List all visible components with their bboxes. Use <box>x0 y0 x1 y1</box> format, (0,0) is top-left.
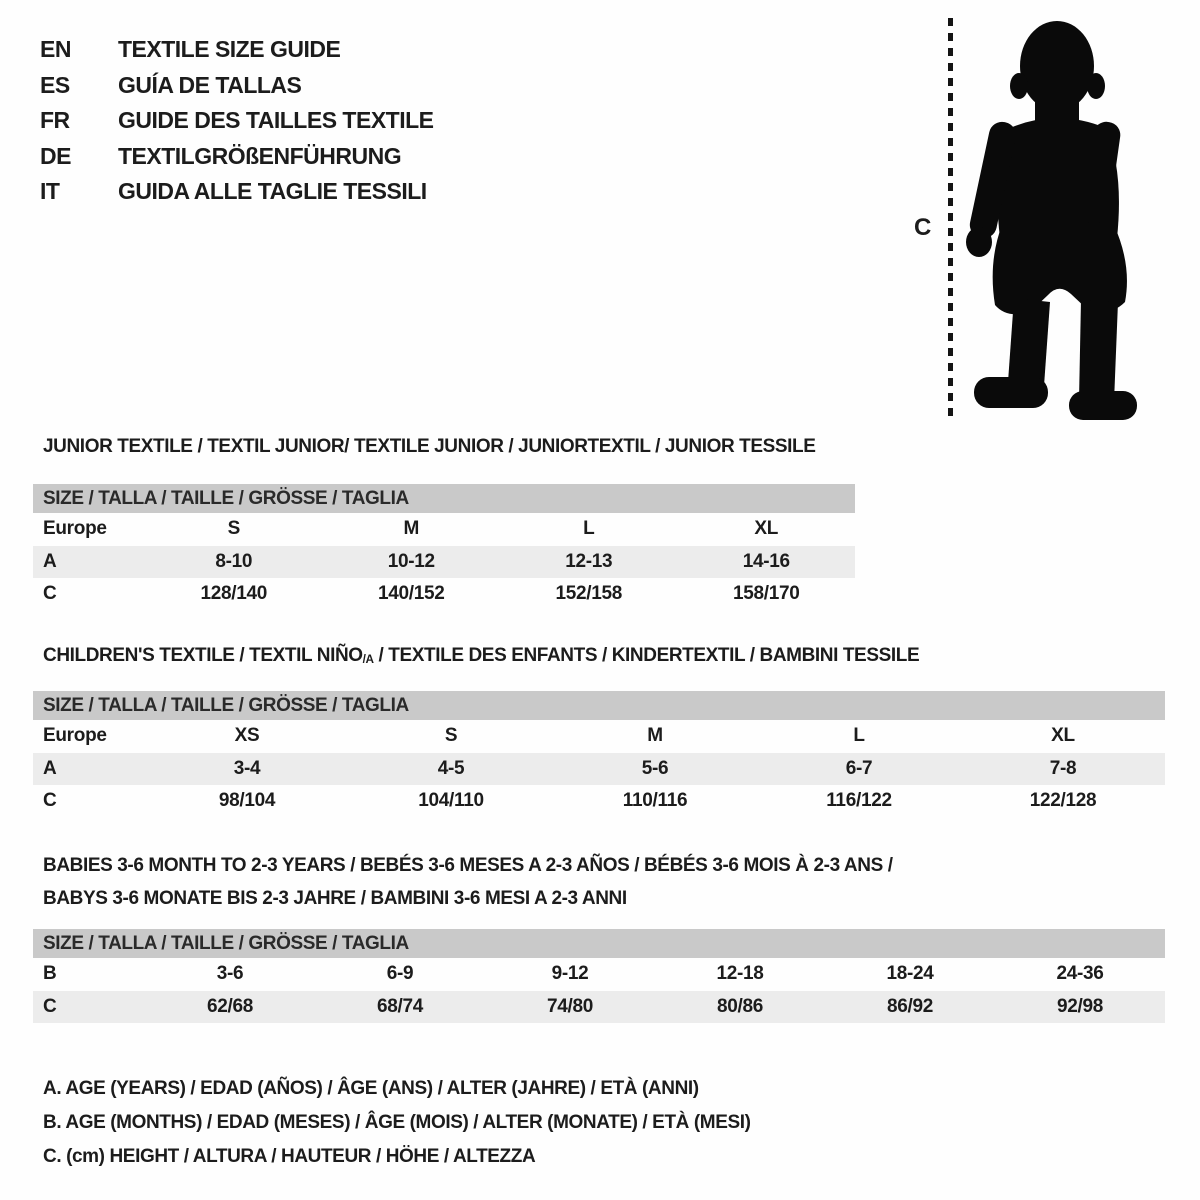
height-value: 140/152 <box>377 583 445 605</box>
table-row-age <box>33 546 855 579</box>
height-value: 116/122 <box>826 790 892 812</box>
height-value: 104/110 <box>418 790 484 812</box>
height-measure-figure <box>900 0 1200 430</box>
size-value: S <box>444 725 458 747</box>
children-title-text: CHILDREN'S TEXTILE / TEXTIL NIÑO <box>43 645 363 666</box>
table-row-height <box>33 578 855 611</box>
height-value: 110/116 <box>622 790 688 812</box>
junior-size-table <box>33 484 855 611</box>
height-value: 128/140 <box>200 583 268 605</box>
size-value: XS <box>234 725 260 747</box>
size-value: XL <box>1051 725 1075 747</box>
language-code: ES <box>40 71 70 98</box>
age-value: 3-4 <box>233 757 261 779</box>
age-value: 7-8 <box>1049 757 1077 779</box>
children-title-text: / TEXTILE DES ENFANTS / KINDERTEXTIL / BAMBINI TESSILE <box>373 645 920 666</box>
language-row-fr <box>40 103 434 139</box>
children-section-title <box>43 645 919 667</box>
months-value: 24-36 <box>1056 963 1104 985</box>
age-value: 6-7 <box>845 757 873 779</box>
language-label: GUIDE DES TAILLES TEXTILE <box>118 107 434 134</box>
measurement-legend <box>43 1072 751 1174</box>
language-label: TEXTILGRÖßENFÜHRUNG <box>118 142 402 169</box>
height-value: 62/68 <box>206 995 254 1017</box>
months-value: 6-9 <box>386 963 414 985</box>
months-value: 18-24 <box>886 963 934 985</box>
height-value: 158/170 <box>732 583 800 605</box>
age-value: 5-6 <box>641 757 669 779</box>
row-label: A <box>43 757 57 779</box>
row-label: C <box>43 583 57 605</box>
babies-title-line1: BABIES 3-6 MONTH TO 2-3 YEARS / BEBÉS 3-6 MESES A 2-3 AÑOS / BÉBÉS 3-6 MOIS À 2-3 ANS / <box>43 855 893 876</box>
row-label: Europe <box>43 518 107 540</box>
language-code: DE <box>40 142 71 169</box>
row-label: Europe <box>43 725 107 747</box>
height-dashed-line <box>948 18 953 416</box>
legend-line-a: A. AGE (YEARS) / EDAD (AÑOS) / ÂGE (ANS) / ALTER (JAHRE) / ETÀ (ANNI) <box>43 1078 699 1099</box>
age-value: 10-12 <box>387 550 435 572</box>
size-value: L <box>583 518 595 540</box>
legend-line-b: B. AGE (MONTHS) / EDAD (MESES) / ÂGE (MOIS) / ALTER (MONATE) / ETÀ (MESI) <box>43 1112 751 1133</box>
height-value: 74/80 <box>546 995 594 1017</box>
size-header-bar: SIZE / TALLA / TAILLE / GRÖSSE / TAGLIA <box>33 929 1165 958</box>
age-value: 14-16 <box>742 550 790 572</box>
age-value: 8-10 <box>215 550 253 572</box>
months-value: 12-18 <box>716 963 764 985</box>
table-row-europe <box>33 720 1165 753</box>
size-value: M <box>647 725 663 747</box>
row-label: A <box>43 550 57 572</box>
height-value: 98/104 <box>218 790 276 812</box>
language-label: GUÍA DE TALLAS <box>118 71 302 98</box>
age-value: 4-5 <box>437 757 465 779</box>
language-row-en <box>40 32 434 68</box>
height-value: 92/98 <box>1056 995 1104 1017</box>
height-value: 80/86 <box>716 995 764 1017</box>
legend-line-c: C. (cm) HEIGHT / ALTURA / HAUTEUR / HÖHE / ALTEZZA <box>43 1146 536 1167</box>
table-row-europe <box>33 513 855 546</box>
language-label: GUIDA ALLE TAGLIE TESSILI <box>118 178 427 205</box>
row-label: B <box>43 963 57 985</box>
toddler-silhouette-icon <box>962 10 1144 422</box>
children-size-table <box>33 691 1165 818</box>
babies-title-line2: BABYS 3-6 MONATE BIS 2-3 JAHRE / BAMBINI 3-6 MESI A 2-3 ANNI <box>43 888 627 909</box>
junior-section-title: JUNIOR TEXTILE / TEXTIL JUNIOR/ TEXTILE JUNIOR / JUNIORTEXTIL / JUNIOR TESSILE <box>43 436 816 457</box>
height-value: 122/128 <box>1029 790 1097 812</box>
language-row-it <box>40 174 434 210</box>
table-row-months <box>33 958 1165 991</box>
size-value: S <box>227 518 240 540</box>
size-value: M <box>403 518 420 540</box>
language-row-es <box>40 68 434 104</box>
language-code: FR <box>40 107 70 134</box>
height-value: 152/158 <box>555 583 623 605</box>
size-value: XL <box>754 518 779 540</box>
language-code: EN <box>40 36 71 63</box>
children-title-subscript: /A <box>362 653 374 667</box>
height-measure-label: C <box>914 214 932 241</box>
table-row-height <box>33 991 1165 1024</box>
row-label: C <box>43 995 57 1017</box>
size-header-bar: SIZE / TALLA / TAILLE / GRÖSSE / TAGLIA <box>33 484 855 513</box>
table-row-height <box>33 785 1165 818</box>
language-label: TEXTILE SIZE GUIDE <box>118 36 341 63</box>
months-value: 3-6 <box>216 963 244 985</box>
language-row-de <box>40 139 434 175</box>
height-value: 86/92 <box>886 995 934 1017</box>
height-value: 68/74 <box>376 995 424 1017</box>
language-header <box>40 32 434 210</box>
babies-section-title <box>43 849 893 915</box>
language-code: IT <box>40 178 60 205</box>
size-header-bar: SIZE / TALLA / TAILLE / GRÖSSE / TAGLIA <box>33 691 1165 720</box>
months-value: 9-12 <box>551 963 589 985</box>
size-value: L <box>853 725 865 747</box>
row-label: C <box>43 790 57 812</box>
age-value: 12-13 <box>565 550 613 572</box>
babies-size-table <box>33 929 1165 1023</box>
table-row-age <box>33 753 1165 786</box>
